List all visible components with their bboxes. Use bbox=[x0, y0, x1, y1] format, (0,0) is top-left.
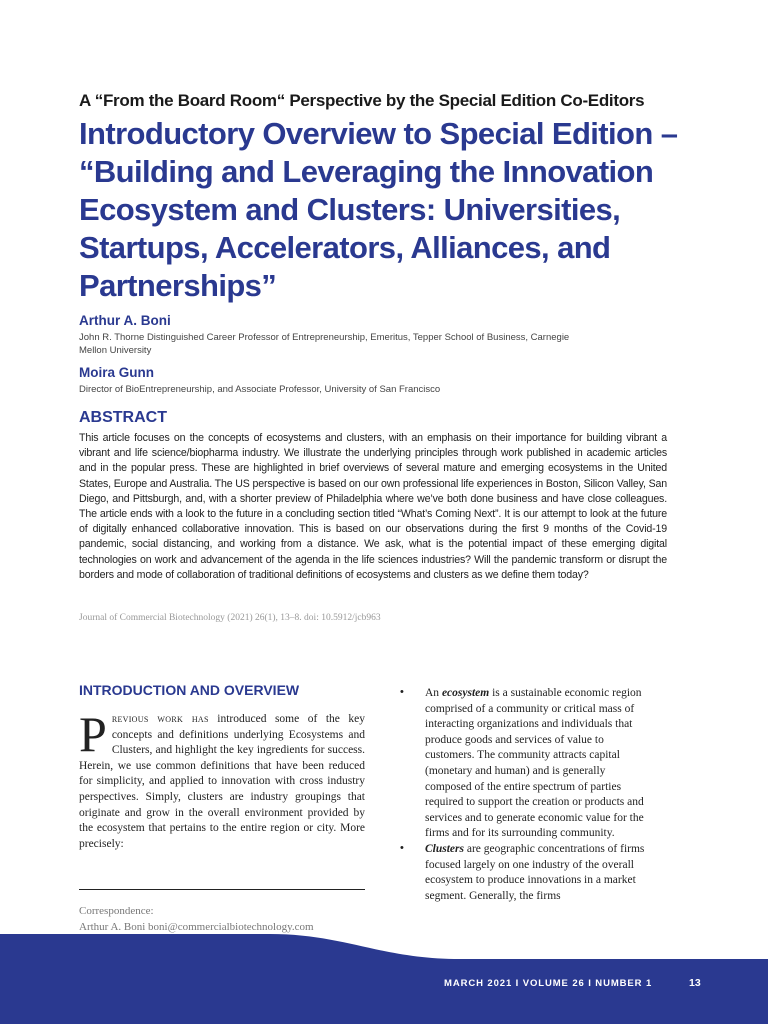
bullet-ecosystem bbox=[400, 686, 648, 842]
intro-smallcaps: revious work has bbox=[111, 713, 209, 725]
bullet-clusters bbox=[400, 842, 648, 904]
bullet-post: is a sustainable economic region comprised of a community or critical mass of interacting organizations and individuals that produce goods and services of value to customers. The community attracts capital (monetary and human) and is generally composed of the entire spectrum of parties required to support the creation or products and services and to generate economic value for the firms and for its surrounding community. bbox=[425, 687, 644, 840]
correspondence-text: Arthur A. Boni boni@commercialbiotechnology.com bbox=[79, 920, 314, 933]
footer-wave bbox=[0, 934, 768, 1024]
definitions-column bbox=[400, 686, 648, 904]
bullet-term: ecosystem bbox=[441, 687, 490, 699]
correspondence-divider bbox=[79, 889, 365, 890]
article-kicker: A “From the Board Room“ Perspective by the Special Edition Co-Editors bbox=[79, 91, 645, 110]
issue-info: MARCH 2021 I VOLUME 26 I NUMBER 1 bbox=[444, 978, 653, 989]
page-number: 13 bbox=[689, 977, 701, 989]
abstract-heading: ABSTRACT bbox=[79, 409, 167, 426]
drop-cap: P bbox=[79, 706, 107, 762]
abstract-body: This article focuses on the concepts of ecosystems and clusters, with an emphasis on their importance for building vibrant a vibrant and life science/biopharma industry. We illustrate the underlying principles through work published in academic articles and in the popular press. These are highlighted in brief overviews of several mature and emerging ecosystems in the United States, Europe and Australia. The US perspective is based on our own professional life experiences in Boston, Silicon Valley, San Diego, and Pittsburgh, and, with a shorter preview of Philadelphia where we’ve both done business and have close colleagues. The article ends with a look to the future in a concluding section titled “What’s Coming Next”. It is our attempt to look at the future of digitally enhanced collaborative innovation. This is based on our observations during the first 9 months of the Covid-19 pandemic, social distancing, and working from a distance. We ask, what is the potential impact of these emerging digital technologies on work and advancement of the agenda in the life sciences industries? Will the pandemic transform or disrupt the borders and mode of collaboration of traditional definitions of ecosystems and clusters as we define them today? bbox=[79, 432, 667, 581]
footer-band bbox=[0, 934, 768, 1024]
journal-citation: Journal of Commercial Biotechnology (2021) 26(1), 13–8. doi: 10.5912/jcb963 bbox=[79, 613, 381, 623]
author-name-boni: Arthur A. Boni bbox=[79, 313, 171, 328]
bullet-marker: • bbox=[400, 686, 404, 698]
bullet-text bbox=[425, 686, 648, 842]
bullet-pre: An bbox=[425, 687, 442, 699]
bullet-post: are geographic concentrations of firms focused largely on one industry of the overall ecosystem to produce innovations in a market segment. Generally, the firms bbox=[425, 842, 645, 902]
author-affiliation-gunn: Director of BioEntrepreneurship, and Associate Professor, University of San Francisco bbox=[79, 384, 441, 395]
bullet-term: Clusters bbox=[425, 842, 464, 855]
article-title: Introductory Overview to Special Edition – “Building and Leveraging the Innovation Ecosystem and Clusters: Universities, Startups, Accelerators, Alliances, and Partnerships” bbox=[79, 116, 678, 303]
correspondence-block bbox=[79, 904, 314, 935]
bullet-marker: • bbox=[400, 841, 404, 854]
correspondence-label: Correspondence: bbox=[79, 905, 154, 917]
intro-text: introduced some of the key concepts and definitions underlying Ecosystems and Clusters, and highlight the key ingredients for success. Herein, we use common definitions that have been reduced for simplicity, and applied to innovation with cross industry perspectives. Simply, clusters are industry groupings that originate and grow in the overall environment provided by the ecosystem that pertains to the entire region or city. More precisely: bbox=[79, 713, 365, 850]
bullet-text bbox=[425, 842, 648, 904]
intro-paragraph bbox=[79, 706, 365, 852]
author-affiliation-boni: John R. Thorne Distinguished Career Professor of Entrepreneurship, Emeritus, Tepper School of Business, Carnegie Mellon University bbox=[79, 332, 570, 356]
intro-heading: INTRODUCTION AND OVERVIEW bbox=[79, 682, 300, 698]
author-name-gunn: Moira Gunn bbox=[79, 365, 154, 380]
intro-column bbox=[79, 682, 365, 852]
